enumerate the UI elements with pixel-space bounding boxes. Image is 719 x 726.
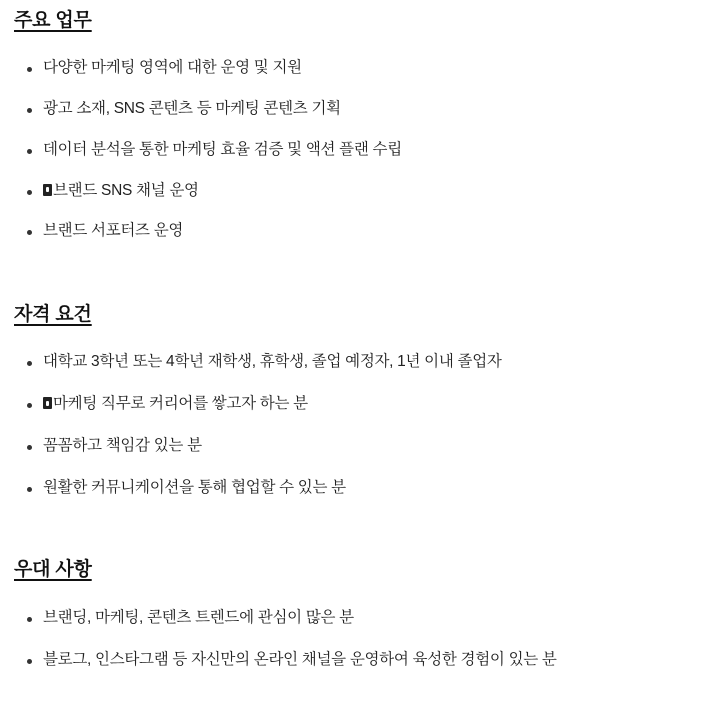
list-item xyxy=(14,140,705,161)
list-item-text: 브랜딩, 마케팅, 콘텐츠 트렌드에 관심이 많은 분 xyxy=(43,608,354,626)
list-item-text: 대학교 3학년 또는 4학년 재학생, 휴학생, 졸업 예정자, 1년 이내 졸업자 xyxy=(43,353,502,371)
list-item xyxy=(14,436,705,457)
list-item xyxy=(14,221,705,242)
list-item xyxy=(14,650,705,671)
list-item xyxy=(14,181,705,202)
bullet-dot-icon xyxy=(27,149,32,154)
list-item xyxy=(14,99,705,120)
list-item-text: 원활한 커뮤니케이션을 통해 협업할 수 있는 분 xyxy=(43,478,346,496)
list-item xyxy=(14,608,705,629)
list-item-text: 광고 소재, SNS 콘텐츠 등 마케팅 콘텐츠 기획 xyxy=(43,99,341,117)
list-item-text: 데이터 분석을 통한 마케팅 효율 검증 및 액션 플랜 수립 xyxy=(43,140,402,158)
bullet-dot-icon xyxy=(27,617,32,622)
bullet-dot-icon xyxy=(27,361,32,366)
list-item xyxy=(14,58,705,79)
list-item xyxy=(14,478,705,499)
section-preferred xyxy=(14,533,705,671)
bullet-dot-icon xyxy=(27,190,32,195)
list-item xyxy=(14,352,705,373)
bullet-dot-icon xyxy=(27,108,32,113)
section-title: 우대 사항 xyxy=(14,558,92,580)
bullet-dot-icon xyxy=(27,445,32,450)
bullet-dot-icon xyxy=(27,67,32,72)
section-title: 주요 업무 xyxy=(14,10,92,31)
bullet-dot-icon xyxy=(27,487,32,492)
bullet-dot-icon xyxy=(27,230,32,235)
list-item-text: 마케팅 직무로 커리어를 쌓고자 하는 분 xyxy=(53,395,308,413)
duties-list xyxy=(14,58,705,243)
section-qualifications xyxy=(14,278,705,498)
list-item-text: 브랜드 SNS 채널 운영 xyxy=(53,181,199,199)
list-item-text: 꼼꼼하고 책임감 있는 분 xyxy=(43,437,202,455)
list-item-text: 다양한 마케팅 영역에 대한 운영 및 지원 xyxy=(43,58,302,76)
section-title: 자격 요건 xyxy=(14,304,92,326)
list-item-text: 브랜드 서포터즈 운영 xyxy=(43,222,184,240)
preferred-list xyxy=(14,608,705,671)
list-item-text: 블로그, 인스타그램 등 자신만의 온라인 채널을 운영하여 육성한 경험이 있는 분 xyxy=(43,650,557,668)
section-main-duties xyxy=(14,0,705,242)
list-item xyxy=(14,394,705,415)
tofu-box-glyph-icon xyxy=(43,397,52,409)
tofu-box-glyph-icon xyxy=(43,184,52,196)
bullet-dot-icon xyxy=(27,403,32,408)
qualifications-list xyxy=(14,352,705,499)
bullet-dot-icon xyxy=(27,659,32,664)
